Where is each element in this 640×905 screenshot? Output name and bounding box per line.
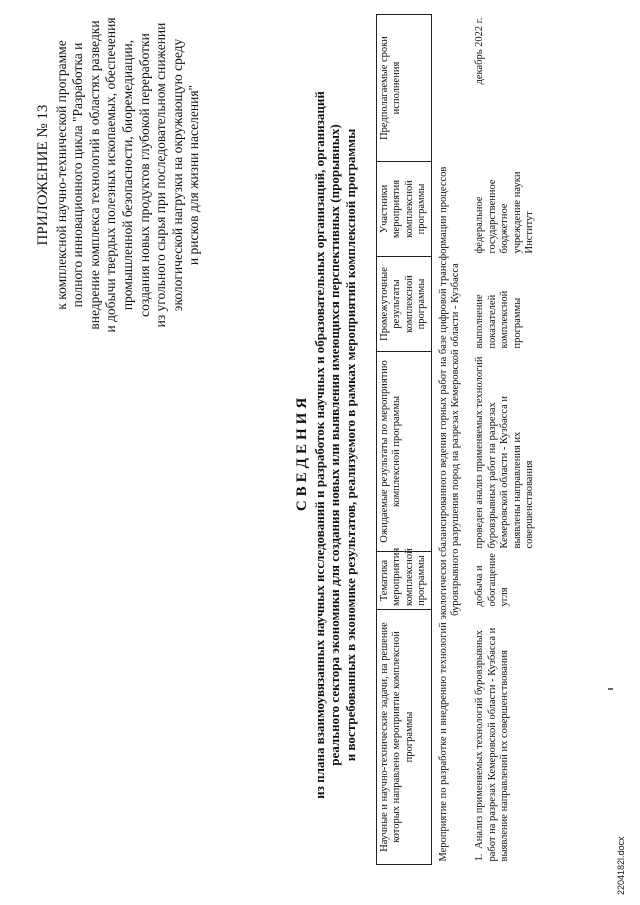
event-text-line: Мероприятие по разработке и внедрению технологий экологически сбалансированного ведения горных работ на базе цифровой трансформации процессов bbox=[437, 166, 449, 862]
appendix-line: и рисков для жизни населения" bbox=[186, 84, 202, 266]
task-text: Анализ применяемых технологий буровзрывных работ на разрезах Кемеровской области - Кузбасса и выявление направлений их совершенствования bbox=[474, 627, 511, 862]
appendix-line: к комплексной научно-технической программе bbox=[53, 40, 69, 310]
appendix-line: из угольного сырья при последовательном снижении bbox=[153, 22, 169, 328]
cell-intermediate: выполнение показателей комплексной программы bbox=[474, 290, 523, 349]
table-header-row bbox=[377, 15, 432, 865]
appendix-block bbox=[35, 10, 203, 340]
document-title: СВЕДЕНИЯ bbox=[294, 393, 310, 512]
appendix-line: внедрение комплекса технологий в областях разведки bbox=[86, 20, 102, 330]
subtitle-line: из плана взаимоувязанных научных исследований и разработок научных и образовательных организаций, организаций bbox=[312, 91, 327, 799]
appendix-line: создания новых продуктов глубокой переработки bbox=[136, 33, 152, 317]
row-number: 1. bbox=[474, 853, 486, 862]
header-topic: Тематика мероприятия комплексной программы bbox=[377, 552, 432, 610]
header-deadline: Предполагаемые сроки исполнения bbox=[377, 15, 432, 162]
event-cell bbox=[431, 15, 472, 865]
appendix-title: ПРИЛОЖЕНИЕ № 13 bbox=[35, 104, 51, 246]
event-text-line: буровзрывного разрушения пород на разрезах Кемеровской области - Кузбасса bbox=[450, 263, 462, 616]
header-expected-results: Ожидаемые результаты по мероприятию комплексной программы bbox=[377, 352, 432, 552]
header-tasks: Научные и научно-технические задачи, на решение которых направлено мероприятие комплексной программы bbox=[377, 610, 432, 865]
subtitle-line: и востребованных в экономике результатов, реализуемого в рамках мероприятий комплексной программы bbox=[342, 128, 358, 762]
subtitle-line: реального сектора экономики для создания новых или выявления имеющихся перспективных (прорывных) bbox=[327, 124, 343, 766]
table-row bbox=[472, 15, 538, 865]
appendix-line: экологической нагрузки на окружающую среду bbox=[169, 38, 185, 312]
appendix-line: промышленной безопасности, биоремедиации, bbox=[119, 39, 135, 311]
document-subtitle bbox=[312, 75, 358, 815]
plan-table bbox=[376, 14, 538, 865]
event-row bbox=[431, 15, 472, 865]
cell-task bbox=[472, 610, 538, 865]
cell-participants: федеральное государственное бюджетное учреждение науки Институт bbox=[474, 171, 536, 254]
document-code: 2204182l.docx bbox=[616, 836, 626, 895]
appendix-line: и добычи твердых полезных ископаемых, обеспечения bbox=[103, 17, 119, 333]
cell-expected: проведен анализ применяемых технологий буровзрывных работ на разрезах Кемеровской области - Кузбасса и выявлены направления их совершенствования bbox=[474, 356, 536, 549]
cell-deadline: декабрь 2022 г. bbox=[474, 17, 486, 85]
appendix-line: полного инновационного цикла "Разработка и bbox=[70, 42, 86, 308]
cell-topic: добыча и обогащение угля bbox=[474, 553, 511, 607]
header-intermediate-results: Промежуточные результаты комплексной программы bbox=[377, 257, 432, 352]
header-participants: Участники мероприятия комплексной программы bbox=[377, 162, 432, 257]
page-mark bbox=[608, 688, 613, 690]
